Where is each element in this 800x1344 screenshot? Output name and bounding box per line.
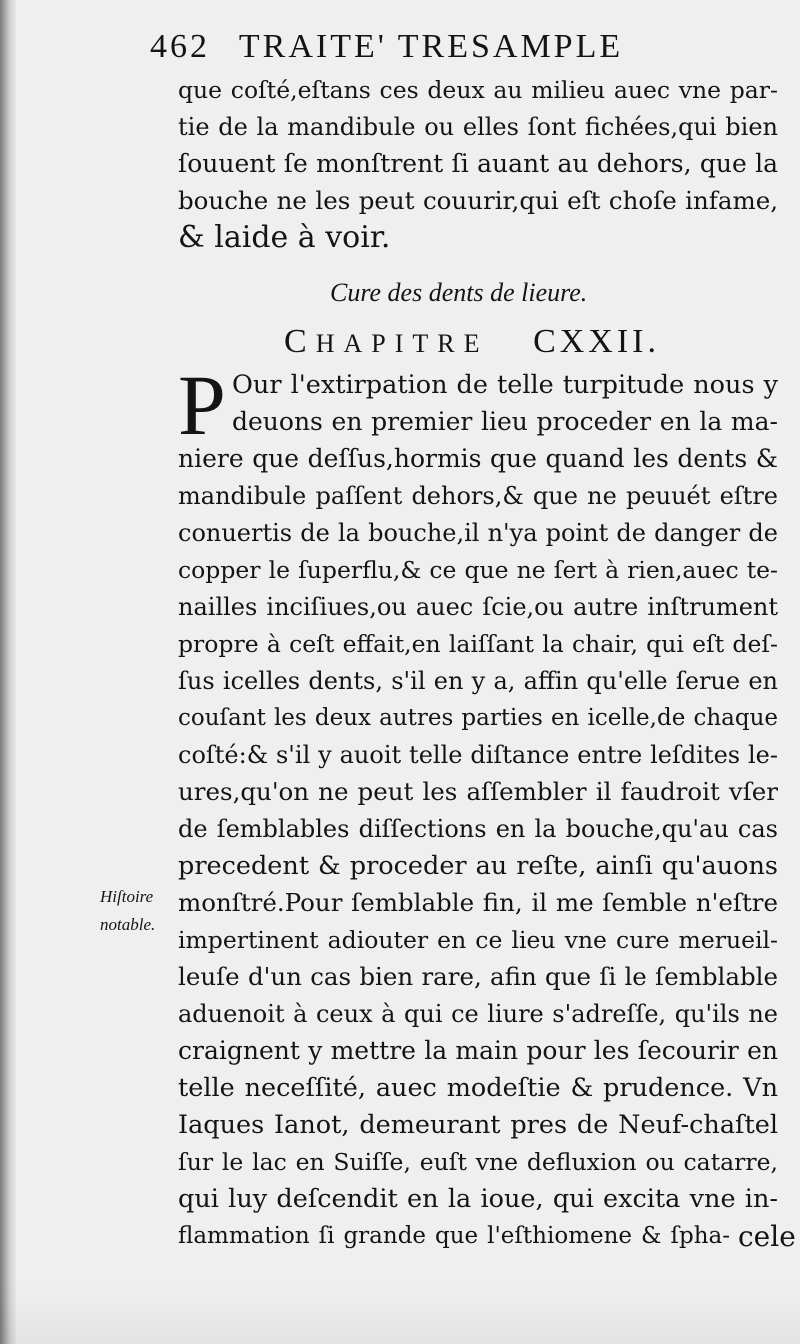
text-line: precedent & proceder au reſte, ainſi qu'auons: [178, 851, 778, 881]
chapter-initial: C: [284, 323, 316, 360]
text-line: impertinent adiouter en ce lieu vne cure merueil-: [178, 926, 778, 954]
margin-note-line: notable.: [100, 915, 156, 934]
text-line: monſtré.Pour ſemblable fin, il me ſemble n'eſtre: [178, 888, 778, 917]
text-line: & laide à voir.: [178, 220, 391, 255]
chapter-word-rest: HAPITRE: [315, 329, 489, 358]
text-line: Iaques Ianot, demeurant pres de Neuf-chaſtel: [178, 1110, 778, 1140]
text-line: coſté:& s'il y auoit telle diſtance entre leſdites le-: [178, 741, 778, 769]
text-line: copper le ſuperflu,& ce que ne ſert à rien,auec te-: [178, 556, 778, 584]
running-head: [150, 28, 670, 66]
text-line: que coſté,eſtans ces deux au milieu auec vne par-: [178, 76, 778, 104]
text-line: tie de la mandibule ou elles ſont fichées,qui bien: [178, 113, 778, 141]
text-line: couſant les deux autres parties en icelle,de chaque: [178, 705, 778, 731]
section-title: Cure des dents de lieure.: [330, 278, 588, 307]
catchword: cele: [738, 1220, 796, 1253]
text-line: propre à ceſt effait,en laiſſant la chair, qui eſt deſ-: [178, 630, 778, 658]
text-line: ures,qu'on ne peut les aſſembler il faudroit vſer: [178, 777, 778, 806]
text-line: ſus icelles dents, s'il en y a, affin qu'elle ſerue en: [178, 667, 778, 695]
running-title: TRAITE' TRESAMPLE: [238, 28, 624, 65]
text-line: nailles inciſiues,ou auec ſcie,ou autre inſtrument: [178, 593, 778, 621]
page-bottom-shade: [0, 1284, 800, 1344]
chapter-heading: [284, 323, 660, 361]
text-line: conuertis de la bouche,il n'ya point de danger de: [178, 519, 778, 547]
chapter-word: [284, 323, 488, 361]
text-line: ſouuent ſe monſtrent ſi auant au dehors, que la: [178, 149, 778, 178]
page-number: 462: [150, 28, 210, 65]
text-line: leuſe d'un cas bien rare, afin que ſi le ſemblable: [178, 962, 778, 991]
text-line: aduenoit à ceux à qui ce liure s'adreſſe, qu'ils ne: [178, 1000, 778, 1028]
text-line: mandibule paſſent dehors,& que ne peuuét eſtre: [178, 482, 778, 510]
text-line: bouche ne les peut couurir,qui eſt choſe infame,: [178, 186, 778, 215]
text-line: ſur le lac en Suiſſe, euſt vne defluxion ou catarre,: [178, 1148, 778, 1176]
text-line: craignent y mettre la main pour les ſecourir en: [178, 1036, 778, 1065]
margin-note-line: Hiſtoire: [100, 887, 154, 906]
drop-cap: P: [178, 357, 226, 453]
text-line: Our l'extirpation de telle turpitude nous y: [232, 370, 778, 400]
text-line: telle neceſſité, auec modeſtie & prudence. Vn: [178, 1073, 778, 1103]
text-line: niere que deſſus,hormis que quand les dents &: [178, 444, 778, 473]
chapter-number: CXXII.: [533, 323, 660, 360]
page-gutter-shadow: [0, 0, 16, 1344]
text-line: flammation ſi grande que l'eſthiomene & ſpha-: [178, 1223, 730, 1249]
text-line: deuons en premier lieu proceder en la ma-: [232, 407, 778, 436]
text-line: de ſemblables diſſections en la bouche,qu'au cas: [178, 815, 778, 843]
text-line: qui luy deſcendit en la ioue, qui excita vne in-: [178, 1184, 778, 1214]
